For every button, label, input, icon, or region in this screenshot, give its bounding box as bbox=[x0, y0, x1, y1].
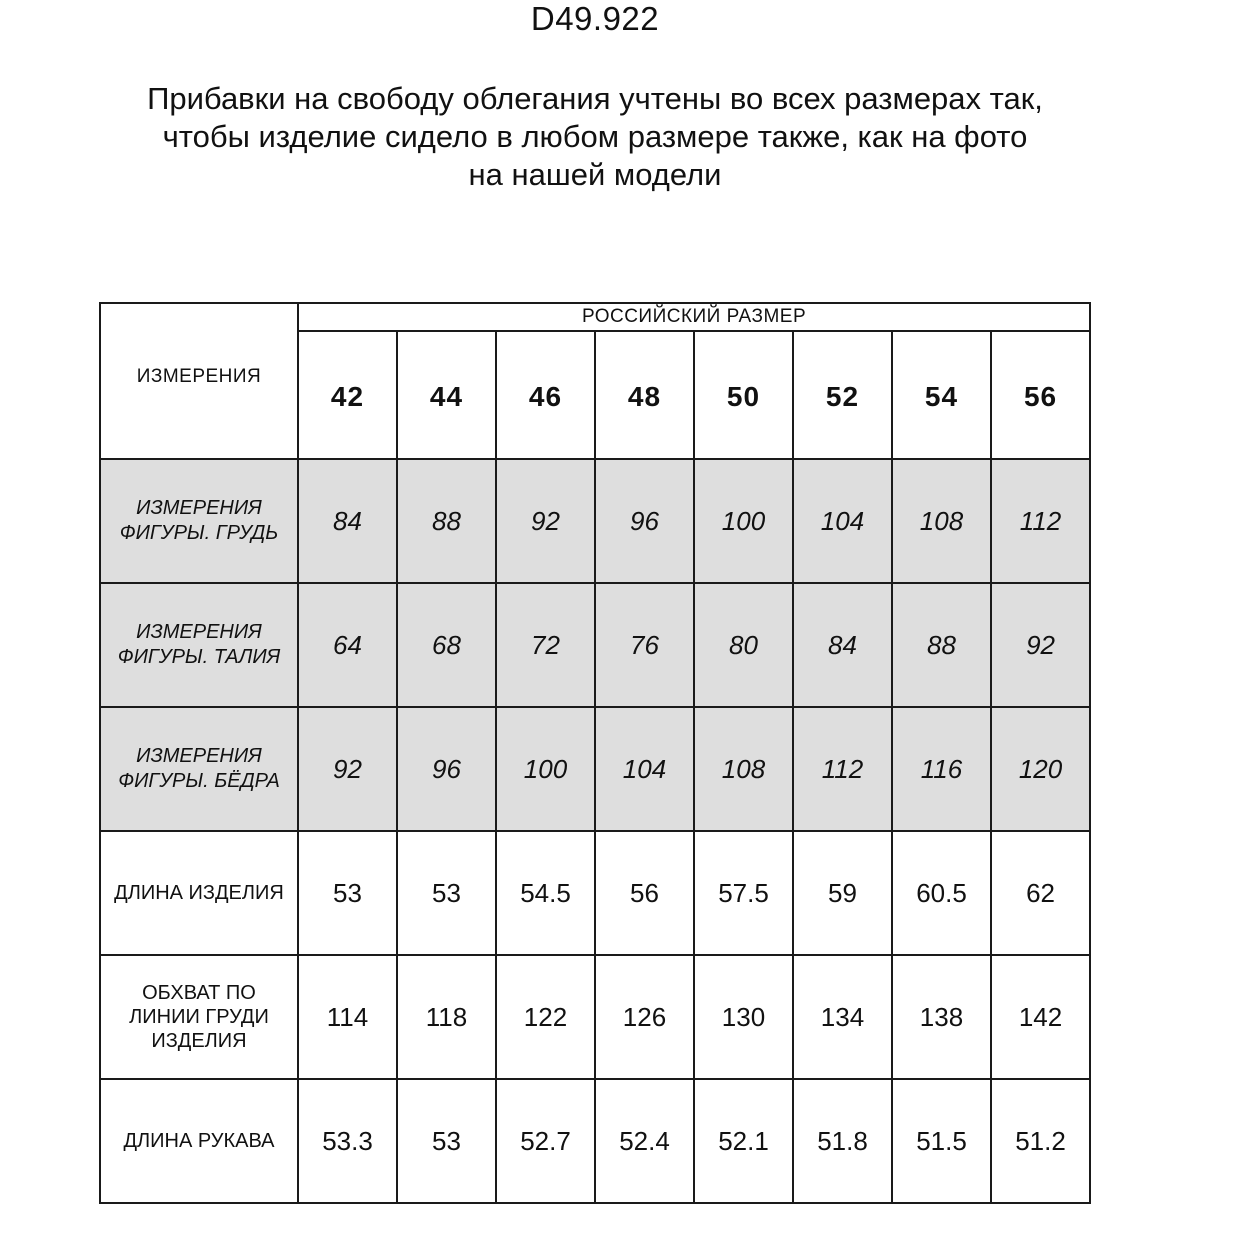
value-cell: 92 bbox=[496, 459, 595, 583]
size-header-cell: 54 bbox=[892, 331, 991, 459]
value-cell: 51.2 bbox=[991, 1079, 1090, 1203]
size-header-cell: 42 bbox=[298, 331, 397, 459]
value-cell: 130 bbox=[694, 955, 793, 1079]
value-cell: 80 bbox=[694, 583, 793, 707]
value-cell: 108 bbox=[694, 707, 793, 831]
row-label bbox=[100, 583, 298, 707]
value-cell: 100 bbox=[694, 459, 793, 583]
row-label-line: ОБХВАТ ПО bbox=[142, 982, 256, 1004]
value-cell: 108 bbox=[892, 459, 991, 583]
table-row bbox=[100, 583, 1090, 707]
value-cell: 59 bbox=[793, 831, 892, 955]
row-label-line: ФИГУРЫ. ТАЛИЯ bbox=[117, 646, 281, 668]
value-cell: 142 bbox=[991, 955, 1090, 1079]
row-label-line: ИЗМЕРЕНИЯ bbox=[136, 497, 262, 519]
fit-note-line: чтобы изделие сидело в любом размере также, как на фото bbox=[162, 119, 1028, 154]
value-cell: 62 bbox=[991, 831, 1090, 955]
value-cell: 88 bbox=[397, 459, 496, 583]
value-cell: 104 bbox=[595, 707, 694, 831]
size-header-cell: 44 bbox=[397, 331, 496, 459]
row-label-line: ДЛИНА РУКАВА bbox=[123, 1130, 275, 1152]
value-cell: 92 bbox=[991, 583, 1090, 707]
row-label bbox=[100, 1079, 298, 1203]
value-cell: 116 bbox=[892, 707, 991, 831]
row-label bbox=[100, 831, 298, 955]
value-cell: 51.8 bbox=[793, 1079, 892, 1203]
table-row bbox=[100, 707, 1090, 831]
value-cell: 52.4 bbox=[595, 1079, 694, 1203]
value-cell: 52.1 bbox=[694, 1079, 793, 1203]
value-cell: 53 bbox=[397, 831, 496, 955]
value-cell: 118 bbox=[397, 955, 496, 1079]
value-cell: 52.7 bbox=[496, 1079, 595, 1203]
row-label bbox=[100, 459, 298, 583]
value-cell: 57.5 bbox=[694, 831, 793, 955]
value-cell: 84 bbox=[793, 583, 892, 707]
value-cell: 51.5 bbox=[892, 1079, 991, 1203]
size-header-cell: 56 bbox=[991, 331, 1090, 459]
fit-note bbox=[40, 80, 1150, 194]
table-row bbox=[100, 831, 1090, 955]
value-cell: 53.3 bbox=[298, 1079, 397, 1203]
value-cell: 114 bbox=[298, 955, 397, 1079]
value-cell: 96 bbox=[397, 707, 496, 831]
value-cell: 88 bbox=[892, 583, 991, 707]
value-cell: 104 bbox=[793, 459, 892, 583]
row-label-line: ИЗДЕЛИЯ bbox=[151, 1030, 247, 1052]
row-label-line: ИЗМЕРЕНИЯ bbox=[136, 621, 262, 643]
value-cell: 120 bbox=[991, 707, 1090, 831]
size-header-cell: 50 bbox=[694, 331, 793, 459]
row-label-line: ИЗМЕРЕНИЯ bbox=[136, 745, 262, 767]
row-label-line: ФИГУРЫ. ГРУДЬ bbox=[119, 522, 279, 544]
value-cell: 54.5 bbox=[496, 831, 595, 955]
value-cell: 68 bbox=[397, 583, 496, 707]
size-chart-table bbox=[99, 302, 1091, 1204]
size-header-cell: 48 bbox=[595, 331, 694, 459]
value-cell: 96 bbox=[595, 459, 694, 583]
value-cell: 60.5 bbox=[892, 831, 991, 955]
table-row bbox=[100, 459, 1090, 583]
measurements-header: ИЗМЕРЕНИЯ bbox=[100, 303, 298, 459]
size-header-cell: 52 bbox=[793, 331, 892, 459]
value-cell: 92 bbox=[298, 707, 397, 831]
value-cell: 112 bbox=[991, 459, 1090, 583]
value-cell: 53 bbox=[397, 1079, 496, 1203]
size-header-cell: 46 bbox=[496, 331, 595, 459]
value-cell: 122 bbox=[496, 955, 595, 1079]
table-row bbox=[100, 955, 1090, 1079]
value-cell: 126 bbox=[595, 955, 694, 1079]
value-cell: 100 bbox=[496, 707, 595, 831]
row-label-line: ДЛИНА ИЗДЕЛИЯ bbox=[114, 882, 284, 904]
row-label-line: ЛИНИИ ГРУДИ bbox=[129, 1006, 269, 1028]
fit-note-line: на нашей модели bbox=[468, 157, 722, 192]
size-group-header: РОССИЙСКИЙ РАЗМЕР bbox=[298, 303, 1090, 331]
row-label bbox=[100, 707, 298, 831]
value-cell: 64 bbox=[298, 583, 397, 707]
row-label-line: ФИГУРЫ. БЁДРА bbox=[118, 770, 280, 792]
value-cell: 138 bbox=[892, 955, 991, 1079]
row-label bbox=[100, 955, 298, 1079]
value-cell: 76 bbox=[595, 583, 694, 707]
value-cell: 112 bbox=[793, 707, 892, 831]
value-cell: 72 bbox=[496, 583, 595, 707]
fit-note-line: Прибавки на свободу облегания учтены во всех размерах так, bbox=[147, 81, 1043, 116]
value-cell: 56 bbox=[595, 831, 694, 955]
value-cell: 134 bbox=[793, 955, 892, 1079]
value-cell: 84 bbox=[298, 459, 397, 583]
table-row bbox=[100, 1079, 1090, 1203]
model-code: D49.922 bbox=[530, 0, 660, 37]
value-cell: 53 bbox=[298, 831, 397, 955]
